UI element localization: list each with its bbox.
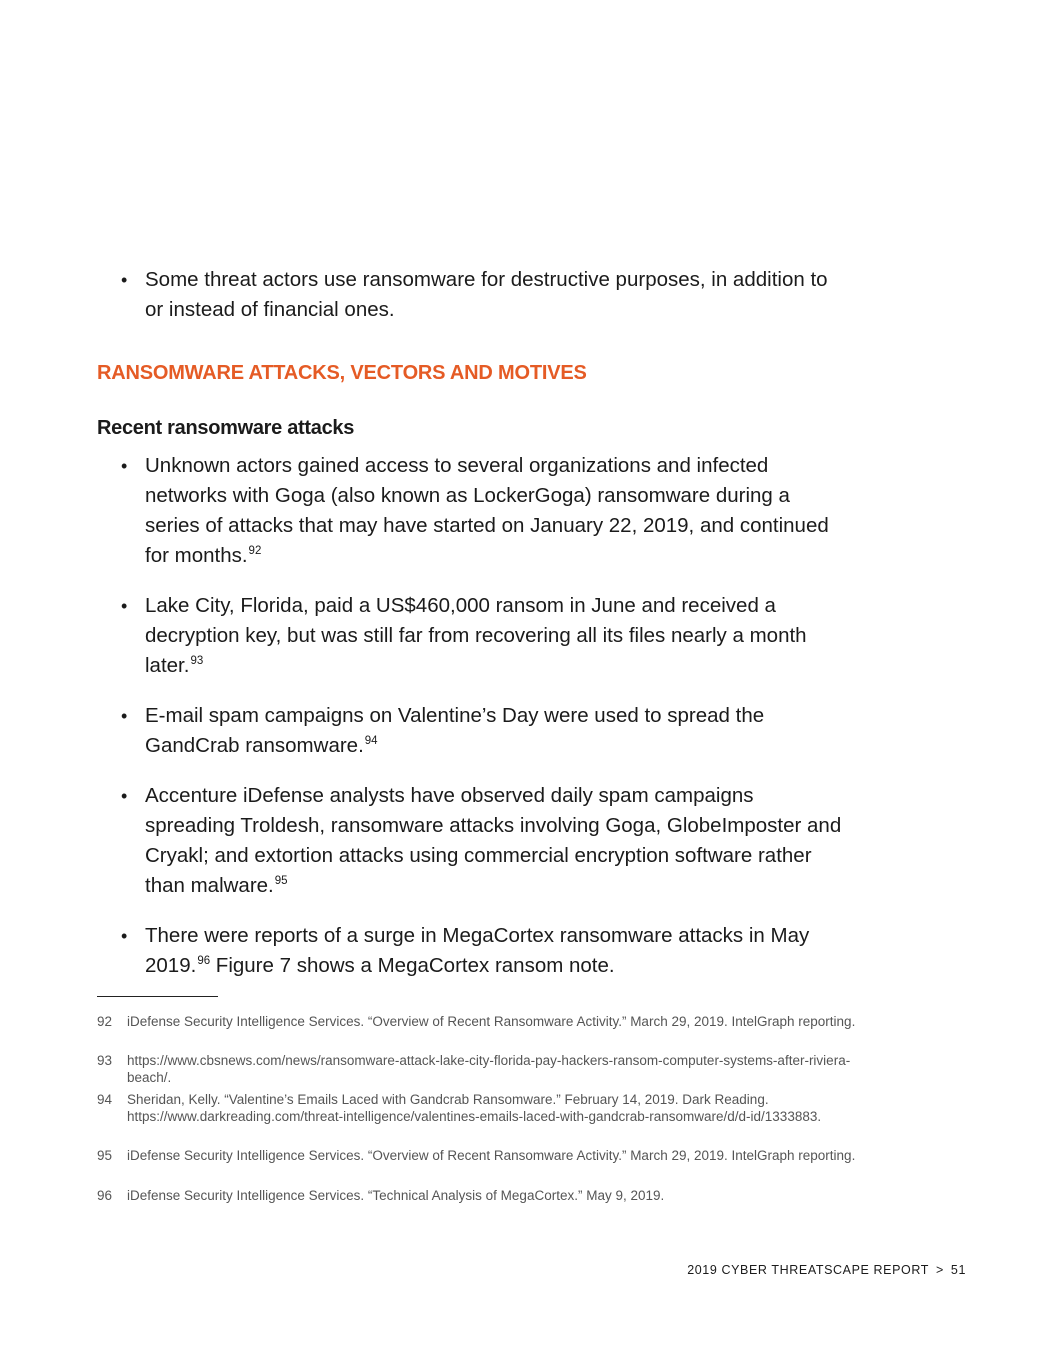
bullet-goga-attacks — [145, 451, 845, 571]
sub-heading: Recent ransomware attacks — [97, 417, 355, 439]
page-footer — [687, 1263, 966, 1277]
bullet-megacortex-surge — [145, 921, 845, 981]
footnote-text: iDefense Security Intelligence Services. “Technical Analysis of MegaCortex.” May 9, 2019. — [127, 1188, 665, 1203]
footnote-ref[interactable]: 94 — [364, 735, 378, 747]
bullet-text: There were reports of a surge in MegaCortex ransomware attacks in May 2019. — [145, 924, 810, 977]
footnote-ref[interactable]: 93 — [190, 655, 204, 667]
section-heading: RANSOMWARE ATTACKS, VECTORS AND MOTIVES — [97, 362, 587, 384]
bullet-idefense-observations — [145, 781, 845, 901]
footnote-number: 94 — [97, 1092, 113, 1107]
footnote-92 — [97, 1013, 857, 1030]
footnote-text[interactable]: https://www.cbsnews.com/news/ransomware-attack-lake-city-florida-pay-hackers-ransom-computer-systems-after-riviera-beach/. — [127, 1053, 851, 1085]
footnote-ref[interactable]: 95 — [274, 875, 288, 887]
bullet-valentines-spam — [145, 701, 845, 761]
footnote-ref[interactable]: 96 — [197, 955, 211, 967]
footnote-94 — [97, 1091, 857, 1125]
footnote-number: 93 — [97, 1053, 113, 1068]
bullet-text: E-mail spam campaigns on Valentine’s Day were used to spread the GandCrab ransomware. — [145, 704, 765, 757]
bullet-lake-city — [145, 591, 845, 681]
footnote-number: 92 — [97, 1014, 113, 1029]
bullet-text-after: Figure 7 shows a MegaCortex ransom note. — [210, 954, 615, 977]
report-title: 2019 CYBER THREATSCAPE REPORT — [687, 1263, 929, 1277]
footnote-text[interactable]: Sheridan, Kelly. “Valentine’s Emails Laced with Gandcrab Ransomware.” February 14, 2019. Dark Reading. https://www.darkreading.com/threat-intelligence/valentines-emails-laced-with-gandcrab-ransomware/d/d-id/1333883. — [127, 1092, 822, 1124]
footnote-text: iDefense Security Intelligence Services. “Overview of Recent Ransomware Activity.” March 29, 2019. IntelGraph reporting. — [127, 1014, 856, 1029]
bullet-destructive-purposes — [145, 265, 845, 325]
footnote-ref[interactable]: 92 — [248, 545, 262, 557]
footnote-divider — [97, 996, 218, 997]
bullet-text: Accenture iDefense analysts have observed daily spam campaigns spreading Troldesh, ransomware attacks involving Goga, GlobeImposter and Cryakl; and extortion attacks using commercial encryption software rather than malware. — [145, 784, 842, 897]
footnote-number: 95 — [97, 1148, 113, 1163]
footnote-text: iDefense Security Intelligence Services. “Overview of Recent Ransomware Activity.” March 29, 2019. IntelGraph reporting. — [127, 1148, 856, 1163]
footnote-95 — [97, 1147, 857, 1164]
bullet-text: Unknown actors gained access to several organizations and infected networks with Goga (also known as LockerGoga) ransomware during a series of attacks that may have started on January 22, 2019, and continued for months. — [145, 454, 829, 567]
bullet-text: Lake City, Florida, paid a US$460,000 ransom in June and received a decryption key, but was still far from recovering all its files nearly a month later. — [145, 594, 807, 677]
footer-separator: > — [935, 1263, 944, 1277]
footnote-93 — [97, 1052, 857, 1086]
footnote-number: 96 — [97, 1188, 113, 1203]
bullet-text: Some threat actors use ransomware for destructive purposes, in addition to or instead of financial ones. — [145, 268, 828, 321]
page-number: 51 — [950, 1263, 966, 1277]
footnote-96 — [97, 1187, 857, 1204]
